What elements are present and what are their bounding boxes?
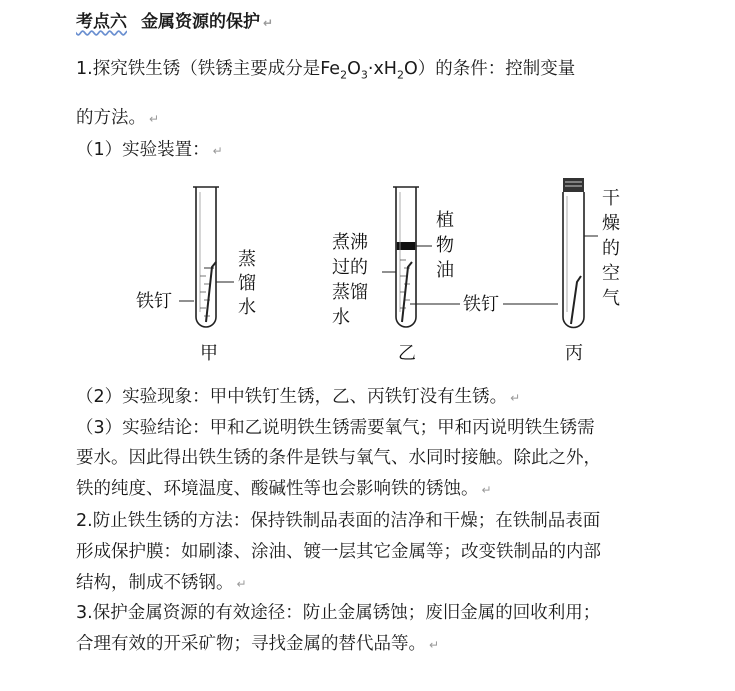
svg-text:蒸: 蒸 (238, 249, 256, 270)
caption-yi: 乙 (398, 343, 416, 364)
svg-text:空: 空 (602, 263, 620, 284)
svg-text:的: 的 (602, 238, 620, 259)
nail-jia (206, 262, 216, 322)
stopper (563, 178, 584, 192)
oil-layer (397, 242, 415, 250)
step-3-line-2: 要水。因此得出铁生锈的条件是铁与氧气、水同时接触。除此之外， (76, 448, 601, 468)
svg-text:煮沸: 煮沸 (332, 232, 368, 253)
svg-text:蒸馏: 蒸馏 (332, 282, 368, 303)
paragraph-1-line-1: 1.探究铁生锈（铁锈主要成分是$Fe_2O_3\cdot xH_2O$）的条件：控制变量 (76, 59, 576, 82)
tube-jia (136, 187, 256, 364)
tube-bing (563, 178, 620, 364)
paragraph-3-line-2: 合理有效的开采矿物；寻找金属的替代品等。 ↵ (76, 634, 440, 654)
paragraph-1-line-2: 的方法。 ↵ (76, 108, 160, 128)
rust-formula: $Fe_2O_3\cdot xH_2O$ (320, 59, 418, 82)
experiment-diagram (120, 172, 640, 372)
jia-nail-label: 铁钉 (136, 291, 172, 312)
paragraph-mark: ↵ (263, 16, 274, 30)
svg-text:植: 植 (436, 210, 454, 231)
paragraph-2-line-3: 结构，制成不锈钢。 ↵ (76, 573, 247, 593)
svg-text:燥: 燥 (602, 213, 620, 234)
step-3-line-1: （3）实验结论：甲和乙说明铁生锈需要氧气；甲和丙说明铁生锈需 (76, 418, 595, 438)
caption-jia: 甲 (200, 343, 218, 364)
section-heading: 金属资源的保护 (141, 12, 260, 32)
section-title (76, 10, 273, 35)
paragraph-2-line-1: 2.防止铁生锈的方法：保持铁制品表面的洁净和干燥；在铁制品表面 (76, 511, 601, 531)
svg-text:气: 气 (602, 288, 620, 309)
svg-text:水: 水 (332, 307, 350, 328)
yi-nail-label: 铁钉 (463, 294, 499, 315)
step-1: （1）实验装置： ↵ (76, 140, 223, 160)
caption-bing: 丙 (565, 343, 583, 364)
svg-text:过的: 过的 (332, 257, 368, 278)
nail-bing (571, 276, 581, 324)
svg-text:馏: 馏 (238, 273, 256, 294)
tube-yi (332, 187, 558, 364)
step-2: （2）实验现象：甲中铁钉生锈，乙、丙铁钉没有生锈。 ↵ (76, 387, 521, 407)
paragraph-3-line-1: 3.保护金属资源的有效途径：防止金属锈蚀；废旧金属的回收利用； (76, 603, 601, 623)
svg-text:水: 水 (238, 297, 256, 318)
paragraph-2-line-2: 形成保护膜：如刷漆、涂油、镀一层其它金属等；改变铁制品的内部 (76, 542, 601, 562)
section-number: 考点六 (76, 12, 127, 32)
svg-text:物: 物 (436, 235, 454, 256)
svg-text:干: 干 (602, 188, 620, 209)
svg-text:油: 油 (436, 260, 454, 281)
step-3-line-3: 铁的纯度、环境温度、酸碱性等也会影响铁的锈蚀。 ↵ (76, 479, 492, 499)
